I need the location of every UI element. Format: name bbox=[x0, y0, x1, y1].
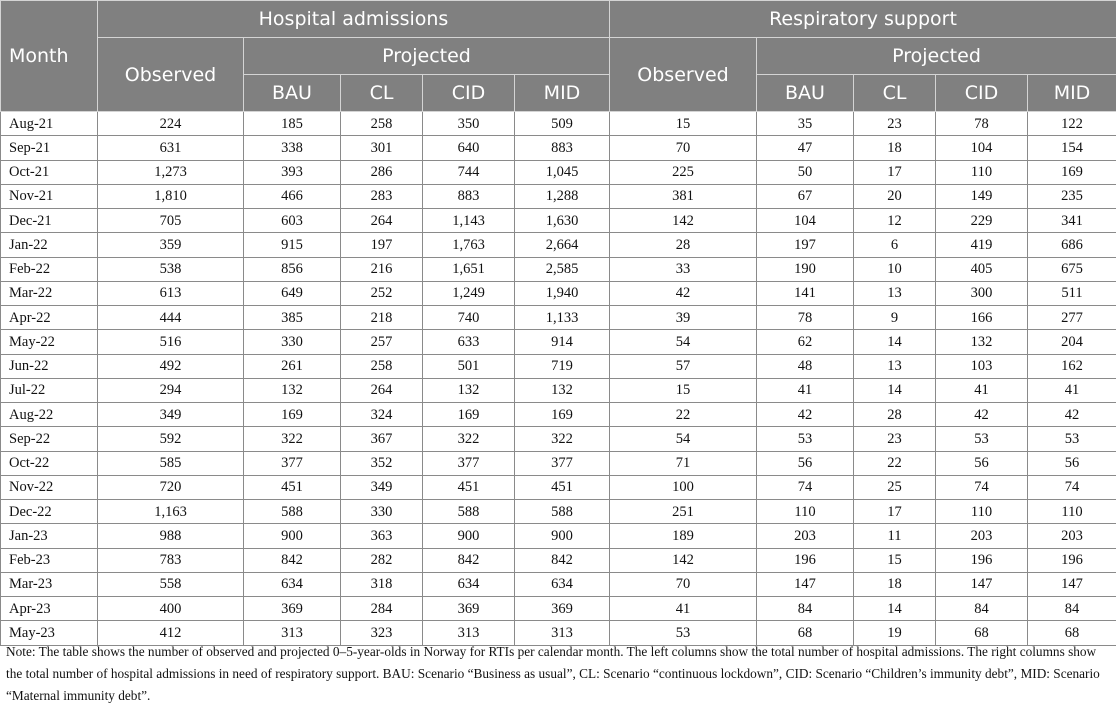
table-header bbox=[1, 1, 1116, 112]
support-mid-cell: 341 bbox=[1028, 209, 1116, 233]
support-bau-cell: 62 bbox=[757, 330, 854, 354]
support-cid-cell: 68 bbox=[936, 621, 1028, 645]
observed-support-cell: 28 bbox=[610, 233, 757, 257]
table-row bbox=[1, 500, 1116, 524]
support-bau-cell: 78 bbox=[757, 306, 854, 330]
support-cl-header: CL bbox=[854, 75, 936, 112]
admissions-cid-cell: 451 bbox=[423, 475, 515, 499]
observed-admissions-cell: 592 bbox=[98, 427, 244, 451]
support-cl-cell: 22 bbox=[854, 451, 936, 475]
support-bau-cell: 48 bbox=[757, 354, 854, 378]
support-cl-cell: 9 bbox=[854, 306, 936, 330]
admissions-bau-cell: 330 bbox=[244, 330, 341, 354]
support-cl-cell: 25 bbox=[854, 475, 936, 499]
projected-admissions-header: Projected bbox=[244, 38, 610, 75]
table-row bbox=[1, 306, 1116, 330]
support-cid-cell: 56 bbox=[936, 451, 1028, 475]
admissions-cid-cell: 313 bbox=[423, 621, 515, 645]
admissions-bau-cell: 169 bbox=[244, 403, 341, 427]
support-mid-cell: 203 bbox=[1028, 524, 1116, 548]
admissions-cid-cell: 883 bbox=[423, 184, 515, 208]
support-cl-cell: 18 bbox=[854, 136, 936, 160]
table-row bbox=[1, 160, 1116, 184]
observed-admissions-cell: 1,163 bbox=[98, 500, 244, 524]
admissions-cl-cell: 286 bbox=[341, 160, 423, 184]
observed-admissions-cell: 1,273 bbox=[98, 160, 244, 184]
support-cl-cell: 13 bbox=[854, 281, 936, 305]
support-cid-cell: 419 bbox=[936, 233, 1028, 257]
support-cl-cell: 18 bbox=[854, 572, 936, 596]
projected-support-header: Projected bbox=[757, 38, 1116, 75]
month-cell: Sep-22 bbox=[1, 427, 98, 451]
support-bau-cell: 196 bbox=[757, 548, 854, 572]
month-cell: Jul-22 bbox=[1, 378, 98, 402]
support-cl-cell: 14 bbox=[854, 378, 936, 402]
admissions-cid-header: CID bbox=[423, 75, 515, 112]
month-cell: Dec-22 bbox=[1, 500, 98, 524]
observed-support-cell: 142 bbox=[610, 548, 757, 572]
support-cid-cell: 41 bbox=[936, 378, 1028, 402]
admissions-bau-cell: 588 bbox=[244, 500, 341, 524]
admissions-cid-cell: 744 bbox=[423, 160, 515, 184]
support-mid-cell: 74 bbox=[1028, 475, 1116, 499]
table-row bbox=[1, 330, 1116, 354]
admissions-cl-cell: 330 bbox=[341, 500, 423, 524]
table-note: Note: The table shows the number of observed and projected 0–5-year-olds in Norway for RTIs per calendar month. The left columns show the total number of hospital admissions. The right columns show the total number of hospital admissions in need of respiratory support. BAU: Scenario “Business as usual”, CL: Scenario “continuous lockdown”, CID: Scenario “Children’s immunity debt”, MID: Scenario “Maternal immunity debt”. bbox=[6, 644, 1100, 703]
support-mid-cell: 675 bbox=[1028, 257, 1116, 281]
table-row bbox=[1, 475, 1116, 499]
admissions-cid-cell: 169 bbox=[423, 403, 515, 427]
support-mid-cell: 154 bbox=[1028, 136, 1116, 160]
month-cell: Jan-23 bbox=[1, 524, 98, 548]
admissions-cid-cell: 842 bbox=[423, 548, 515, 572]
admissions-cl-cell: 318 bbox=[341, 572, 423, 596]
admissions-cid-cell: 377 bbox=[423, 451, 515, 475]
observed-support-cell: 41 bbox=[610, 597, 757, 621]
observed-support-cell: 42 bbox=[610, 281, 757, 305]
admissions-cid-cell: 1,763 bbox=[423, 233, 515, 257]
admissions-bau-cell: 649 bbox=[244, 281, 341, 305]
observed-admissions-cell: 412 bbox=[98, 621, 244, 645]
admissions-bau-cell: 369 bbox=[244, 597, 341, 621]
month-cell: Feb-22 bbox=[1, 257, 98, 281]
support-cid-header: CID bbox=[936, 75, 1028, 112]
support-mid-cell: 68 bbox=[1028, 621, 1116, 645]
table-row bbox=[1, 427, 1116, 451]
admissions-cid-cell: 1,249 bbox=[423, 281, 515, 305]
admissions-mid-cell: 1,133 bbox=[515, 306, 610, 330]
admissions-cl-cell: 367 bbox=[341, 427, 423, 451]
support-bau-header: BAU bbox=[757, 75, 854, 112]
support-cid-cell: 203 bbox=[936, 524, 1028, 548]
support-bau-cell: 141 bbox=[757, 281, 854, 305]
month-cell: Mar-22 bbox=[1, 281, 98, 305]
month-cell: Nov-21 bbox=[1, 184, 98, 208]
month-cell: Jun-22 bbox=[1, 354, 98, 378]
admissions-bau-cell: 466 bbox=[244, 184, 341, 208]
support-bau-cell: 47 bbox=[757, 136, 854, 160]
admissions-mid-cell: 2,664 bbox=[515, 233, 610, 257]
support-mid-cell: 110 bbox=[1028, 500, 1116, 524]
support-cl-cell: 23 bbox=[854, 427, 936, 451]
support-mid-cell: 56 bbox=[1028, 451, 1116, 475]
table-row bbox=[1, 257, 1116, 281]
support-cid-cell: 110 bbox=[936, 160, 1028, 184]
admissions-mid-cell: 2,585 bbox=[515, 257, 610, 281]
support-bau-cell: 50 bbox=[757, 160, 854, 184]
support-mid-cell: 511 bbox=[1028, 281, 1116, 305]
table-body bbox=[1, 112, 1116, 646]
support-bau-cell: 84 bbox=[757, 597, 854, 621]
admissions-mid-cell: 377 bbox=[515, 451, 610, 475]
observed-support-cell: 100 bbox=[610, 475, 757, 499]
support-cid-cell: 132 bbox=[936, 330, 1028, 354]
support-mid-cell: 53 bbox=[1028, 427, 1116, 451]
observed-admissions-cell: 538 bbox=[98, 257, 244, 281]
support-cid-cell: 53 bbox=[936, 427, 1028, 451]
support-mid-cell: 169 bbox=[1028, 160, 1116, 184]
support-cl-cell: 15 bbox=[854, 548, 936, 572]
support-bau-cell: 104 bbox=[757, 209, 854, 233]
admissions-cl-cell: 301 bbox=[341, 136, 423, 160]
observed-support-cell: 54 bbox=[610, 330, 757, 354]
support-mid-header: MID bbox=[1028, 75, 1116, 112]
admissions-mid-cell: 883 bbox=[515, 136, 610, 160]
admissions-cid-cell: 1,143 bbox=[423, 209, 515, 233]
month-cell: Sep-21 bbox=[1, 136, 98, 160]
month-cell: Oct-21 bbox=[1, 160, 98, 184]
observed-admissions-cell: 224 bbox=[98, 112, 244, 136]
support-cid-cell: 166 bbox=[936, 306, 1028, 330]
observed-support-cell: 33 bbox=[610, 257, 757, 281]
support-cid-cell: 103 bbox=[936, 354, 1028, 378]
month-header: Month bbox=[1, 1, 98, 112]
admissions-cid-cell: 634 bbox=[423, 572, 515, 596]
month-cell: Nov-22 bbox=[1, 475, 98, 499]
admissions-cl-cell: 352 bbox=[341, 451, 423, 475]
admissions-mid-cell: 1,288 bbox=[515, 184, 610, 208]
observed-support-cell: 57 bbox=[610, 354, 757, 378]
admissions-mid-cell: 914 bbox=[515, 330, 610, 354]
admissions-cl-cell: 258 bbox=[341, 354, 423, 378]
admissions-bau-cell: 185 bbox=[244, 112, 341, 136]
admissions-mid-cell: 322 bbox=[515, 427, 610, 451]
support-bau-cell: 35 bbox=[757, 112, 854, 136]
admissions-cid-cell: 633 bbox=[423, 330, 515, 354]
admissions-cl-cell: 252 bbox=[341, 281, 423, 305]
table-row bbox=[1, 112, 1116, 136]
admissions-bau-cell: 393 bbox=[244, 160, 341, 184]
observed-support-cell: 70 bbox=[610, 136, 757, 160]
observed-admissions-cell: 988 bbox=[98, 524, 244, 548]
support-cid-cell: 229 bbox=[936, 209, 1028, 233]
support-mid-cell: 686 bbox=[1028, 233, 1116, 257]
admissions-cl-cell: 264 bbox=[341, 378, 423, 402]
admissions-cid-cell: 322 bbox=[423, 427, 515, 451]
admissions-bau-cell: 634 bbox=[244, 572, 341, 596]
admissions-cl-header: CL bbox=[341, 75, 423, 112]
support-bau-cell: 67 bbox=[757, 184, 854, 208]
observed-admissions-cell: 359 bbox=[98, 233, 244, 257]
month-cell: May-22 bbox=[1, 330, 98, 354]
admissions-bau-cell: 900 bbox=[244, 524, 341, 548]
admissions-cid-cell: 1,651 bbox=[423, 257, 515, 281]
admissions-cid-cell: 588 bbox=[423, 500, 515, 524]
support-cid-cell: 42 bbox=[936, 403, 1028, 427]
month-cell: Apr-23 bbox=[1, 597, 98, 621]
table-row bbox=[1, 548, 1116, 572]
month-cell: May-23 bbox=[1, 621, 98, 645]
admissions-bau-cell: 842 bbox=[244, 548, 341, 572]
support-cid-cell: 104 bbox=[936, 136, 1028, 160]
admissions-cid-cell: 132 bbox=[423, 378, 515, 402]
observed-admissions-cell: 613 bbox=[98, 281, 244, 305]
month-cell: Dec-21 bbox=[1, 209, 98, 233]
admissions-cl-cell: 258 bbox=[341, 112, 423, 136]
support-cl-cell: 14 bbox=[854, 330, 936, 354]
observed-admissions-header: Observed bbox=[98, 38, 244, 112]
support-cid-cell: 110 bbox=[936, 500, 1028, 524]
support-bau-cell: 203 bbox=[757, 524, 854, 548]
admissions-mid-cell: 313 bbox=[515, 621, 610, 645]
observed-admissions-cell: 349 bbox=[98, 403, 244, 427]
support-cl-cell: 12 bbox=[854, 209, 936, 233]
admissions-mid-cell: 719 bbox=[515, 354, 610, 378]
admissions-cl-cell: 197 bbox=[341, 233, 423, 257]
admissions-cl-cell: 284 bbox=[341, 597, 423, 621]
support-cl-cell: 19 bbox=[854, 621, 936, 645]
admissions-cid-cell: 640 bbox=[423, 136, 515, 160]
month-cell: Aug-22 bbox=[1, 403, 98, 427]
admissions-mid-cell: 132 bbox=[515, 378, 610, 402]
admissions-cl-cell: 282 bbox=[341, 548, 423, 572]
observed-support-cell: 189 bbox=[610, 524, 757, 548]
admissions-mid-cell: 509 bbox=[515, 112, 610, 136]
observed-admissions-cell: 783 bbox=[98, 548, 244, 572]
admissions-cid-cell: 740 bbox=[423, 306, 515, 330]
admissions-bau-cell: 313 bbox=[244, 621, 341, 645]
month-cell: Aug-21 bbox=[1, 112, 98, 136]
observed-admissions-cell: 516 bbox=[98, 330, 244, 354]
support-cl-cell: 13 bbox=[854, 354, 936, 378]
observed-admissions-cell: 585 bbox=[98, 451, 244, 475]
support-cl-cell: 14 bbox=[854, 597, 936, 621]
support-cl-cell: 20 bbox=[854, 184, 936, 208]
support-bau-cell: 68 bbox=[757, 621, 854, 645]
admissions-mid-cell: 1,940 bbox=[515, 281, 610, 305]
month-cell: Mar-23 bbox=[1, 572, 98, 596]
support-cid-cell: 196 bbox=[936, 548, 1028, 572]
admissions-cl-cell: 216 bbox=[341, 257, 423, 281]
admissions-cid-cell: 350 bbox=[423, 112, 515, 136]
support-cl-cell: 23 bbox=[854, 112, 936, 136]
admissions-mid-cell: 588 bbox=[515, 500, 610, 524]
table-row bbox=[1, 403, 1116, 427]
admissions-bau-cell: 856 bbox=[244, 257, 341, 281]
support-cl-cell: 17 bbox=[854, 500, 936, 524]
table-row bbox=[1, 281, 1116, 305]
support-cl-cell: 10 bbox=[854, 257, 936, 281]
support-bau-cell: 190 bbox=[757, 257, 854, 281]
support-bau-cell: 56 bbox=[757, 451, 854, 475]
observed-support-cell: 71 bbox=[610, 451, 757, 475]
admissions-mid-cell: 634 bbox=[515, 572, 610, 596]
support-cl-cell: 28 bbox=[854, 403, 936, 427]
admissions-bau-cell: 451 bbox=[244, 475, 341, 499]
table-row bbox=[1, 184, 1116, 208]
admissions-cl-cell: 363 bbox=[341, 524, 423, 548]
support-bau-cell: 74 bbox=[757, 475, 854, 499]
observed-support-cell: 70 bbox=[610, 572, 757, 596]
observed-support-cell: 53 bbox=[610, 621, 757, 645]
observed-admissions-cell: 492 bbox=[98, 354, 244, 378]
admissions-bau-cell: 385 bbox=[244, 306, 341, 330]
observed-admissions-cell: 720 bbox=[98, 475, 244, 499]
support-cid-cell: 78 bbox=[936, 112, 1028, 136]
month-cell: Oct-22 bbox=[1, 451, 98, 475]
observed-admissions-cell: 400 bbox=[98, 597, 244, 621]
support-mid-cell: 41 bbox=[1028, 378, 1116, 402]
observed-support-cell: 54 bbox=[610, 427, 757, 451]
admissions-bau-cell: 603 bbox=[244, 209, 341, 233]
observed-admissions-cell: 558 bbox=[98, 572, 244, 596]
admissions-bau-cell: 132 bbox=[244, 378, 341, 402]
support-cid-cell: 405 bbox=[936, 257, 1028, 281]
table-row bbox=[1, 354, 1116, 378]
support-mid-cell: 235 bbox=[1028, 184, 1116, 208]
support-mid-cell: 196 bbox=[1028, 548, 1116, 572]
support-mid-cell: 162 bbox=[1028, 354, 1116, 378]
support-mid-cell: 277 bbox=[1028, 306, 1116, 330]
observed-support-cell: 15 bbox=[610, 112, 757, 136]
observed-admissions-cell: 444 bbox=[98, 306, 244, 330]
admissions-cid-cell: 501 bbox=[423, 354, 515, 378]
table-row bbox=[1, 378, 1116, 402]
admissions-mid-header: MID bbox=[515, 75, 610, 112]
respiratory-support-header: Respiratory support bbox=[610, 1, 1116, 38]
support-cid-cell: 147 bbox=[936, 572, 1028, 596]
observed-admissions-cell: 631 bbox=[98, 136, 244, 160]
observed-support-cell: 39 bbox=[610, 306, 757, 330]
admissions-bau-cell: 322 bbox=[244, 427, 341, 451]
table-row bbox=[1, 233, 1116, 257]
table-row bbox=[1, 451, 1116, 475]
support-cl-cell: 6 bbox=[854, 233, 936, 257]
month-cell: Feb-23 bbox=[1, 548, 98, 572]
observed-support-cell: 225 bbox=[610, 160, 757, 184]
observed-admissions-cell: 294 bbox=[98, 378, 244, 402]
hospital-admissions-header: Hospital admissions bbox=[98, 1, 610, 38]
month-cell: Jan-22 bbox=[1, 233, 98, 257]
support-bau-cell: 110 bbox=[757, 500, 854, 524]
table-row bbox=[1, 524, 1116, 548]
support-cl-cell: 17 bbox=[854, 160, 936, 184]
admissions-cl-cell: 283 bbox=[341, 184, 423, 208]
support-bau-cell: 147 bbox=[757, 572, 854, 596]
admissions-cl-cell: 218 bbox=[341, 306, 423, 330]
table-row bbox=[1, 209, 1116, 233]
support-cid-cell: 74 bbox=[936, 475, 1028, 499]
admissions-bau-header: BAU bbox=[244, 75, 341, 112]
admissions-mid-cell: 1,045 bbox=[515, 160, 610, 184]
admissions-cid-cell: 900 bbox=[423, 524, 515, 548]
observed-support-cell: 22 bbox=[610, 403, 757, 427]
support-bau-cell: 42 bbox=[757, 403, 854, 427]
admissions-mid-cell: 842 bbox=[515, 548, 610, 572]
admissions-bau-cell: 377 bbox=[244, 451, 341, 475]
admissions-cl-cell: 323 bbox=[341, 621, 423, 645]
month-cell: Apr-22 bbox=[1, 306, 98, 330]
admissions-cl-cell: 257 bbox=[341, 330, 423, 354]
table-row bbox=[1, 597, 1116, 621]
table-row bbox=[1, 572, 1116, 596]
table-row bbox=[1, 136, 1116, 160]
admissions-cid-cell: 369 bbox=[423, 597, 515, 621]
admissions-cl-cell: 264 bbox=[341, 209, 423, 233]
admissions-mid-cell: 369 bbox=[515, 597, 610, 621]
observed-support-header: Observed bbox=[610, 38, 757, 112]
admissions-bau-cell: 915 bbox=[244, 233, 341, 257]
support-cid-cell: 149 bbox=[936, 184, 1028, 208]
observed-support-cell: 381 bbox=[610, 184, 757, 208]
admissions-mid-cell: 451 bbox=[515, 475, 610, 499]
support-mid-cell: 204 bbox=[1028, 330, 1116, 354]
support-bau-cell: 41 bbox=[757, 378, 854, 402]
support-mid-cell: 147 bbox=[1028, 572, 1116, 596]
admissions-cl-cell: 349 bbox=[341, 475, 423, 499]
support-mid-cell: 122 bbox=[1028, 112, 1116, 136]
support-bau-cell: 53 bbox=[757, 427, 854, 451]
observed-support-cell: 251 bbox=[610, 500, 757, 524]
support-mid-cell: 42 bbox=[1028, 403, 1116, 427]
support-cl-cell: 11 bbox=[854, 524, 936, 548]
admissions-bau-cell: 338 bbox=[244, 136, 341, 160]
admissions-mid-cell: 1,630 bbox=[515, 209, 610, 233]
support-cid-cell: 300 bbox=[936, 281, 1028, 305]
admissions-mid-cell: 900 bbox=[515, 524, 610, 548]
support-cid-cell: 84 bbox=[936, 597, 1028, 621]
support-mid-cell: 84 bbox=[1028, 597, 1116, 621]
admissions-mid-cell: 169 bbox=[515, 403, 610, 427]
observed-admissions-cell: 705 bbox=[98, 209, 244, 233]
support-bau-cell: 197 bbox=[757, 233, 854, 257]
observed-support-cell: 142 bbox=[610, 209, 757, 233]
observed-admissions-cell: 1,810 bbox=[98, 184, 244, 208]
admissions-cl-cell: 324 bbox=[341, 403, 423, 427]
admissions-bau-cell: 261 bbox=[244, 354, 341, 378]
observed-support-cell: 15 bbox=[610, 378, 757, 402]
